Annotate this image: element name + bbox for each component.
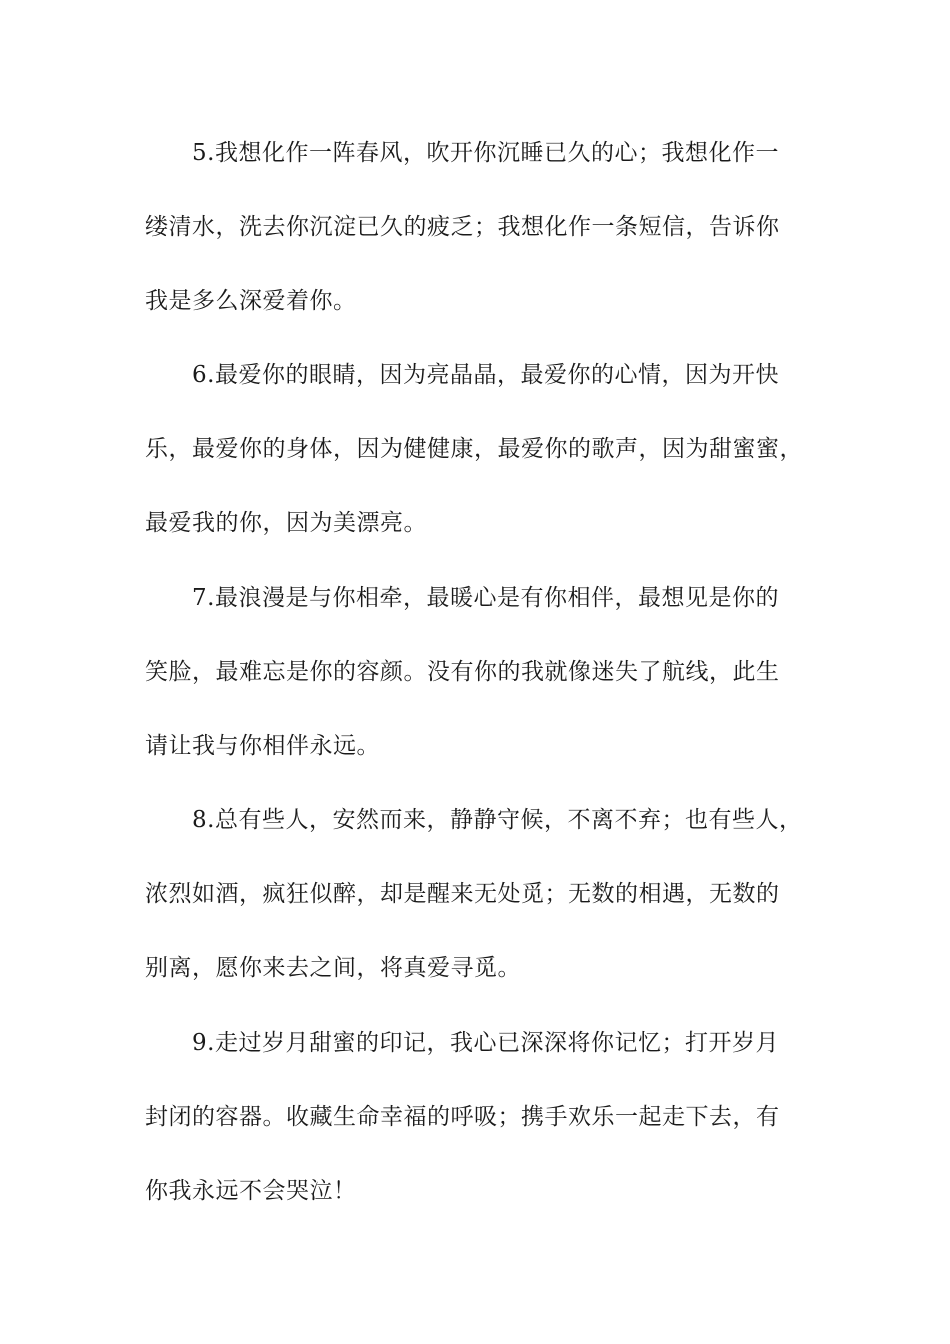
paragraph-6-line-3: 最爱我的你，因为美漂亮。 bbox=[145, 510, 427, 536]
paragraph-7-line-3: 请让我与你相伴永远。 bbox=[145, 733, 380, 759]
paragraph-9-line-1: 9.走过岁月甜蜜的印记，我心已深深将你记忆；打开岁月 bbox=[192, 1030, 779, 1056]
paragraph-8-line-3: 别离，愿你来去之间，将真爱寻觅。 bbox=[145, 955, 521, 981]
paragraph-8-line-2: 浓烈如酒，疯狂似醉，却是醒来无处觅；无数的相遇，无数的 bbox=[145, 881, 780, 907]
paragraph-9-line-2: 封闭的容器。收藏生命幸福的呼吸；携手欢乐一起走下去，有 bbox=[145, 1104, 780, 1130]
paragraph-6-line-1: 6.最爱你的眼睛，因为亮晶晶，最爱你的心情，因为开快 bbox=[192, 362, 779, 388]
paragraph-6-line-2: 乐，最爱你的身体，因为健健康，最爱你的歌声，因为甜蜜蜜， bbox=[145, 436, 803, 462]
paragraph-7-line-2: 笑脸，最难忘是你的容颜。没有你的我就像迷失了航线，此生 bbox=[145, 659, 780, 685]
paragraph-9-line-3: 你我永远不会哭泣！ bbox=[145, 1178, 357, 1204]
paragraph-8-line-1: 8.总有些人，安然而来，静静守候，不离不弃；也有些人， bbox=[192, 807, 803, 833]
paragraph-5-line-3: 我是多么深爱着你。 bbox=[145, 288, 357, 314]
paragraph-7-line-1: 7.最浪漫是与你相牵，最暖心是有你相伴，最想见是你的 bbox=[192, 585, 779, 611]
paragraph-5-line-2: 缕清水，洗去你沉淀已久的疲乏；我想化作一条短信，告诉你 bbox=[145, 214, 780, 240]
paragraph-5-line-1: 5.我想化作一阵春风，吹开你沉睡已久的心；我想化作一 bbox=[192, 140, 779, 166]
